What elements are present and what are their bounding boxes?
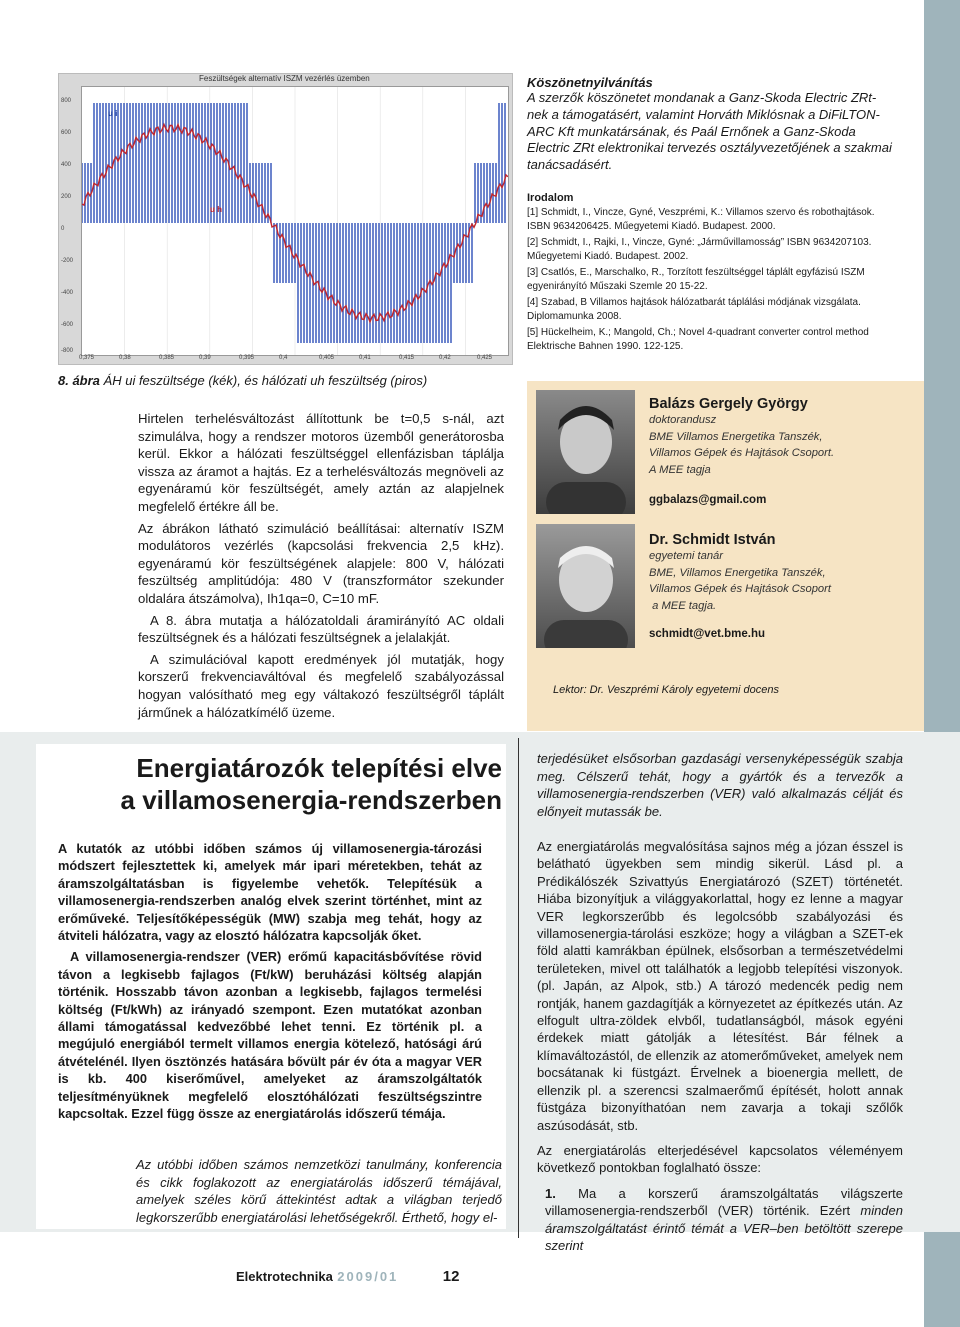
author-email-link[interactable]: schmidt@vet.bme.hu (649, 628, 766, 641)
body-paragraph: Hirtelen terhelésváltozást állítottunk be t=0,5 s-nál, azt szimulálva, hogy a rendszer motoros üzemből generátorosba kerül. Ekkor a hálózati feszültséggel ellenfázisban táplálja vissza az áramot a hajtás. Ez a terhelésváltozás megnöveli az egyenáramú kör feszültségét, amely aztán az alapjelnek megfelelő értékre áll be. (138, 411, 504, 514)
article-title-line: Energiatározók telepítési elve (136, 753, 502, 783)
portrait-image (536, 390, 635, 514)
figure-caption-number: 8. ábra (58, 373, 100, 388)
list-item (537, 1185, 903, 1255)
x-tick: 0,42 (439, 355, 451, 361)
article-intro-right: terjedésüket elsősorban gazdasági versenyképességük szabja meg. Célszerű tehát, hogy a gyártók és a tervezők a villamosenergia-rendszerben (VER) való alkalmazás célját és előnyeit mutassák be. (537, 751, 903, 819)
author-membership: a MEE tagja. (649, 599, 717, 612)
series-label-ui: u i (108, 109, 118, 118)
reference-item: [3] Csatlós, E., Marschalko, R., Torzított feszültséggel táplált egyfázisú ISZM egyenirányító Műszaki Szemle 20 15-22. (527, 266, 865, 292)
article-title-line: a villamosenergia-rendszerben (120, 785, 502, 815)
footer-brand: Elektrotechnika (236, 1269, 333, 1284)
author-membership: A MEE tagja (649, 463, 711, 476)
page-number: 12 (442, 1268, 460, 1285)
y-tick: -800 (61, 348, 74, 354)
acknowledgement-block (527, 75, 897, 356)
y-tick: 400 (61, 162, 72, 168)
lector-note: Lektor: Dr. Veszprémi Károly egyetemi docens (553, 684, 779, 696)
footer-issue: 2009/01 (337, 1269, 399, 1284)
author-role: doktorandusz (649, 414, 717, 426)
article-intro-left: Az utóbbi időben számos nemzetközi tanulmány, konferencia és cikk foglakozott az energiatárolás időszerű témájával, amelyek széles körű áttekintést adtak a világban terjedő legkorszerűbb energiatárolási lehetőségekről. Érthető, hogy el- (136, 1157, 502, 1225)
author-photo-schmidt (536, 524, 635, 648)
author-group: Villamos Gépek és Hajtások Csoport (649, 583, 831, 596)
footer (236, 1268, 459, 1286)
x-tick: 0,39 (199, 355, 211, 361)
lead-paragraph: A villamosenergia-rendszer (VER) erőmű kapacitásbővítése rövid távon a legkisebb fajlagos (Ft/kW) beruházási költség alapján történik. Hosszabb távon azonban a legkisebb, fajlagos termelési költség (Ft/kWh) az irányadó szempont. Ezen mutatókat azonban állami támogatással kedvezőbbé lehet tenni. Ez történik pl. a megújuló energiából termelt villamos energia kötelező, hatósági árú átvételénél. Ilyen ösztönzés hatására bővült pár év óta a magyar VER is kb. 400 kiserőművel, amelyeket az áramszolgáltatók teljesítményüknek megfelelő elosztóhálózati feszültségszintre kapcsoltak. Ezzel függ össze az energiatárolás időszerű témája. (58, 949, 482, 1122)
figure-8-plot (58, 73, 513, 365)
x-tick: 0,425 (477, 355, 493, 361)
author-role: egyetemi tanár (649, 550, 724, 562)
y-tick: 800 (61, 98, 72, 104)
article-lead (58, 840, 482, 1127)
right-paragraph: Az energiatárolás elterjedésével kapcsolatos véleményem következő pontokban foglalható össze: (537, 1142, 903, 1176)
x-tick: 0,38 (119, 355, 131, 361)
waveform-svg (82, 87, 508, 355)
x-tick: 0,395 (239, 355, 255, 361)
body-paragraph: A 8. ábra mutatja a hálózatoldali áramirányító AC oldali feszültségnek és a hálózati feszültségnek a jelalakját. (138, 612, 504, 646)
y-tick: 200 (61, 194, 72, 200)
author-name: Balázs Gergely György (649, 396, 808, 412)
author-block-balazs (649, 396, 919, 506)
author-name: Dr. Schmidt István (649, 532, 776, 548)
y-tick: 0 (61, 226, 65, 232)
series-label-uh: u h (210, 205, 222, 214)
figure-caption (58, 373, 427, 388)
author-dept: BME, Villamos Energetika Tanszék, (649, 566, 826, 579)
ack-title: Köszönetnyilvánítás (527, 75, 653, 90)
body-text-column (138, 410, 504, 725)
author-group: Villamos Gépek és Hajtások Csoport. (649, 447, 835, 460)
refs-title: Irodalom (527, 191, 574, 204)
reference-item: [1] Schmidt, I., Vincze, Gyné, Veszprémi, K.: Villamos szervo és robothajtások. ISBN 9634206425. Műegyetemi Kiadó. Budapest. 2000. (527, 206, 875, 232)
x-tick: 0,385 (159, 355, 175, 361)
author-photo-balazs (536, 390, 635, 514)
x-tick: 0,405 (319, 355, 335, 361)
reference-item: [5] Hückelheim, K.; Mangold, Ch.; Novel 4-quadrant converter control method Elektrische Bahnen 1990. 122-125. (527, 326, 869, 352)
portrait-image (536, 524, 635, 648)
reference-list (527, 206, 897, 354)
body-paragraph: Az ábrákon látható szimuláció beállításai: alternatív ISZM modulátoros vezérlés (kapcsolási frekvencia 2,5 kHz). egyenáramú kör feszültségének alapjele: 800 V, hálózati feszültség amplitúdója: 480 V (transzformátor szekunder oldalára átszámolva), Ih1qa=0, C=10 mF. (138, 520, 504, 606)
figure-caption-text: ÁH ui feszültsége (kék), és hálózati uh feszültség (piros) (103, 373, 428, 388)
column-divider (518, 738, 519, 1238)
x-tick: 0,415 (399, 355, 415, 361)
list-text: Ma a korszerű áramszolgáltatás világszerte villamosenergia-rendszerből (VER) történik. Ezért (545, 1185, 903, 1219)
body-paragraph: A szimulációval kapott eredmények jól mutatják, hogy korszerű frekvenciaváltóval és megfelelő szabályozással hogyan valósítható meg egy váltakozó feszültségről táplált járműnek a hálózatkímélő üzeme. (138, 651, 504, 720)
y-tick: -200 (61, 258, 74, 264)
plot-title: Feszültségek alternatív ISZM vezérlés üzemben (199, 74, 370, 83)
y-tick: -400 (61, 290, 74, 296)
x-tick: 0,4 (279, 355, 288, 361)
lead-paragraph: A kutatók az utóbbi időben számos új villamosenergia-tározási módszert fejlesztettek ki, amelyek már ipari méretekben, tehát az áramszolgáltatásban is figyelembe vehetők. Telepítésük a villamosenergia-rendszerben analóg elvek szerint történhet, mint az erőműveké. Teljesítőképességük (MW) szabja meg tehát, hogy az átviteli hálózatra, vagy az elosztó hálózatra kapcsolják őket. (58, 841, 482, 944)
y-tick: 600 (61, 130, 72, 136)
plot-area (81, 86, 509, 356)
list-text-italic: minden áramszolgáltatást érintő témát a VER–ben betöltött szerepe szerint (545, 1203, 903, 1253)
reference-item: [2] Schmidt, I., Rajki, I., Vincze, Gyné: „Járművillamosság” ISBN 9634207103. Műegyetemi Kiadó. Budapest. 2002. (527, 236, 872, 262)
right-paragraph: Az energiatárolás megvalósítása sajnos még a józan ésszel is belátható ügyekben sem mindig sikerül. Lásd pl. a Prédikálószék Szivattyús Energiatározó (SZET) történetét. Hiába bizonyítjuk a világgyakorlattal, hogy ez lenne a magyar VER legkorszerűbb és legolcsóbb szabályozási és villamosenergia-tárolási eszköze; hogy a világban a SZET-ek föld alatti kamrákban épülnek, elsősorban a természetvédelmi területeken, mivel ott találhatók a legjobb telepítési viszonyok. (pl. Japán, az Alpok, stb.) A tározó medencék pedig nem rontják, hanem gazdagítják a környezetet az építkezés után. Az elfogult ultra-zöldek elvből, tudatlanságból, mások egyéni érdekek miatt gátolják a létesítést. Bár félnek a klímaváltozástól, de ellenzik az atomerőműveket, amelyek nem bocsátanak ki füstgázt. Érvelnek a bioenergia mellett, de ellenzik pl. a szerencsi szalmaerőmű építését, holott annak füstgáza bizonyíthatóan nem zavarja a tokaji szőlők aszúsodását, stb. (537, 839, 903, 1133)
author-block-schmidt (649, 532, 919, 640)
author-dept: BME Villamos Energetika Tanszék, (649, 430, 823, 443)
list-number: 1. (545, 1185, 556, 1201)
x-tick: 0,41 (359, 355, 371, 361)
article-title (60, 752, 502, 816)
x-tick: 0,375 (79, 355, 95, 361)
y-tick: -600 (61, 322, 74, 328)
series-ui-line (82, 103, 505, 343)
article-right-column (537, 838, 903, 1262)
author-email-link[interactable]: ggbalazs@gmail.com (649, 494, 767, 507)
reference-item: [4] Szabad, B Villamos hajtások hálózatbarát táplálási módjának vizsgálata. Diplomamunka 2008. (527, 296, 861, 322)
ack-text: A szerzők köszönetet mondanak a Ganz-Skoda Electric ZRt-nek a támogatásért, valamint Horváth Miklósnak a DiFiLTON-ARC Kft munkatársának, és Paál Ernőnek a Ganz-Skoda Electric ZRt elektronikai tervezés osztályvezetőjének a szakmai tanácsadásért. (527, 90, 892, 173)
